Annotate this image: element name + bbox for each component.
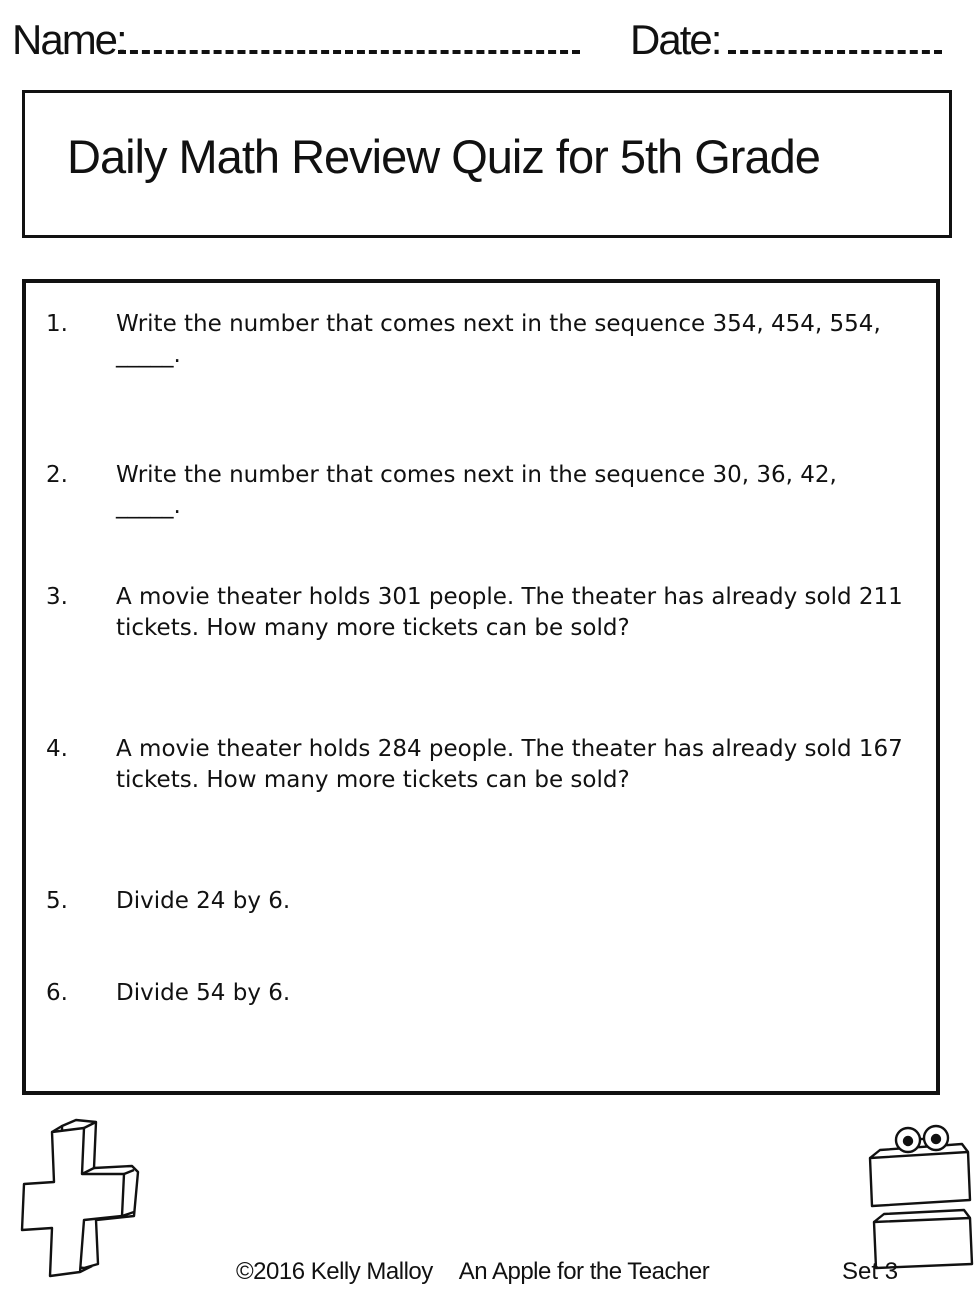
name-label: Name: — [12, 16, 126, 63]
publisher-text: An Apple for the Teacher — [458, 1258, 710, 1285]
footer-credit — [236, 1258, 709, 1286]
date-blank-line[interactable] — [728, 50, 942, 54]
date-label: Date: — [630, 16, 721, 63]
question-number: 1. — [46, 311, 68, 337]
quiz-box — [22, 279, 940, 1095]
question-number: 4. — [46, 736, 68, 762]
title-box — [22, 90, 952, 238]
question-text: Divide 24 by 6. — [116, 888, 291, 914]
set-label: Set 3 — [842, 1258, 899, 1285]
plus-sign-icon — [14, 1116, 146, 1286]
question-text: Write the number that comes next in the sequence 30, 36, 42, — [116, 462, 837, 488]
question-number: 2. — [46, 462, 68, 488]
question-text: Divide 54 by 6. — [116, 980, 291, 1006]
question-text: A movie theater holds 301 people. The theater has already sold 211 tickets. How many more tickets can be sold? — [116, 584, 903, 641]
answer-blank[interactable]: _____. — [116, 342, 181, 368]
question-number: 5. — [46, 888, 68, 914]
name-blank-line[interactable] — [118, 50, 580, 54]
question-text: A movie theater holds 284 people. The theater has already sold 167 tickets. How many more tickets can be sold? — [116, 736, 903, 793]
question-number: 3. — [46, 584, 68, 610]
question-text: Write the number that comes next in the sequence 354, 454, 554, — [116, 311, 881, 337]
copyright-text: ©2016 Kelly Malloy — [236, 1258, 433, 1285]
question-number: 6. — [46, 980, 68, 1006]
page-title: Daily Math Review Quiz for 5th Grade — [67, 130, 820, 183]
answer-blank[interactable]: _____. — [116, 493, 181, 519]
